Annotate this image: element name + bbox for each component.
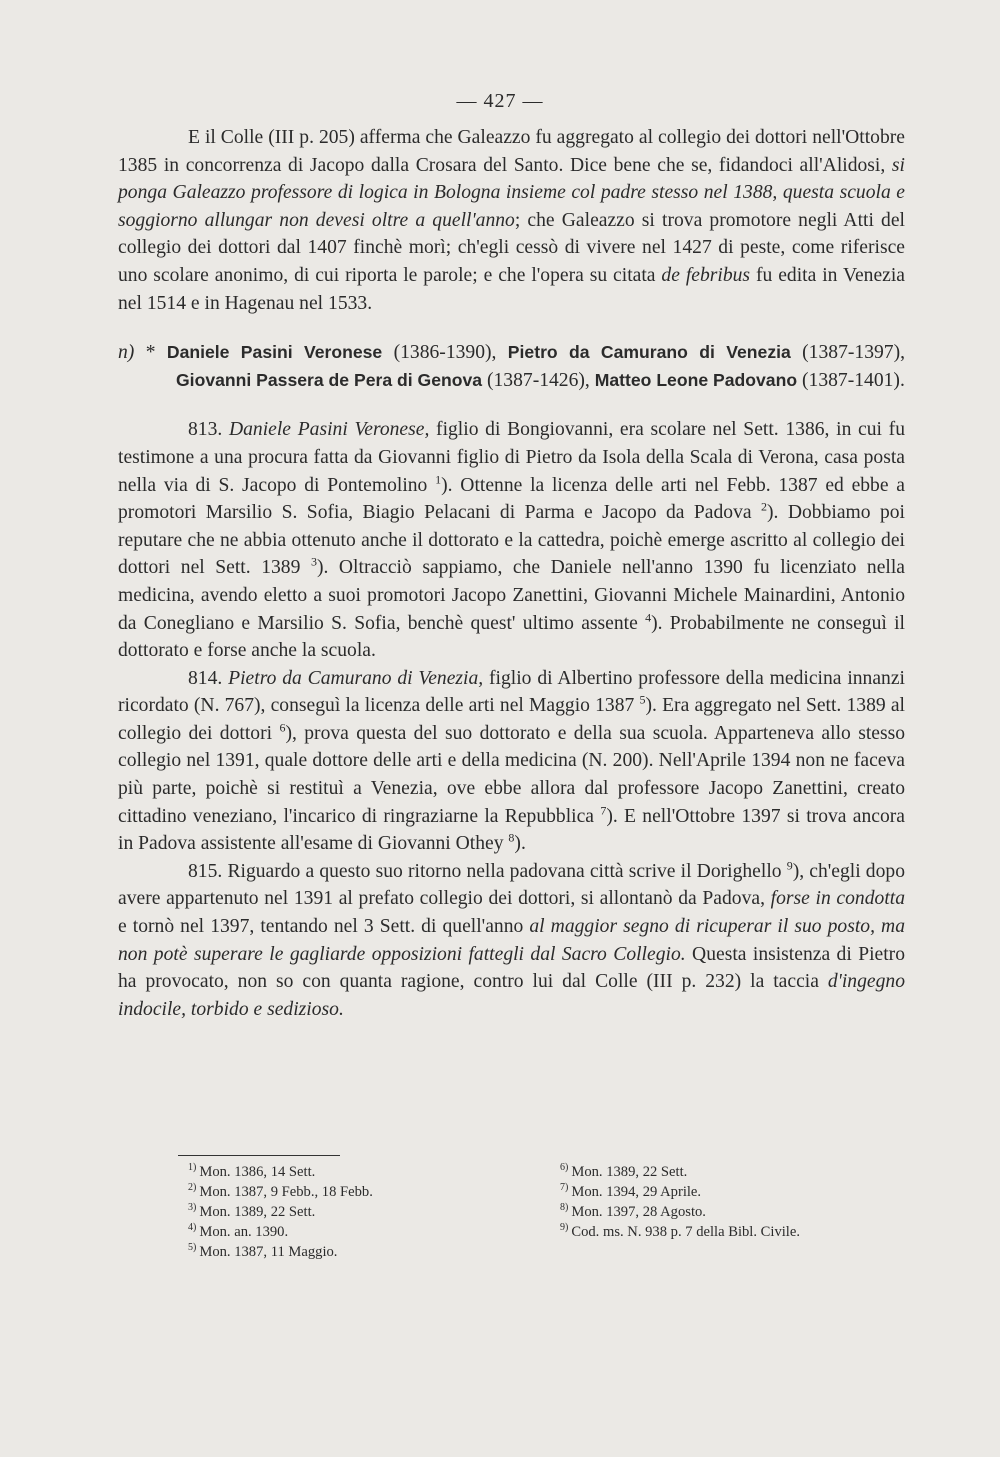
footnote-mark: 1) — [188, 1162, 197, 1174]
footnote-6 — [560, 1162, 800, 1182]
intro-paragraph — [118, 124, 905, 317]
footnote-ref-1[interactable]: 1 — [435, 472, 442, 486]
heading-dates-3: (1387-1426), — [482, 369, 595, 391]
footnotes-right-column — [560, 1162, 800, 1242]
heading-name-4: Matteo Leone Padovano — [594, 369, 798, 390]
p814-num: 814. — [188, 667, 229, 689]
paragraph-815: 815. Riguardo a questo suo ritorno nella padovana città scrive il Dorighello $^9$), ch'egli dopo avere appartenuto nel 1391 al prefato collegio dei dottori, si allontanò da Padova, forse in condotta e tornò nel 1397, tentando nel 3 Sett. di quell'anno al maggior segno di ricuperar il suo posto, ma non potè superare le gagliarde opposizioni fattegli dal Sacro Collegio. Questa insistenza di Pietro ha provocato, non so con quanta ragione, contro lui dal Colle (III p. 232) la taccia d'ingegno indocile, torbido e sedizioso. — [118, 858, 906, 1020]
footnote-mark: 7) — [560, 1182, 569, 1194]
intro-italic-a: si ponga Galeazzo professore di logica in Bologna insieme col padre stesso nel 1388, questa scuola e soggiorno allungar non devesi oltre a quell'anno — [118, 154, 905, 231]
footnote-ref-5[interactable]: 5 — [639, 692, 646, 707]
paragraph-813: 813. Daniele Pasini Veronese, figlio di Bongiovanni, era scolare nel Sett. 1386, in cui fu testimone a una procura fatta da Giovanni figlio di Pietro da Isola della Scala di Verona, casa posta nella via di S. Jacopo di Pontemolino $^1$). Ottenne la licenza delle arti nel Febb. 1387 ed ebbe a promotori Marsilio S. Sofia, Biagio Pelacani di Parma e Jacopo da Padova $^2$). Dobbiamo poi reputare che ne abbia ottenuto anche il dottorato e la cattedra, poichè emerge ascritto al collegio dei dottori nel Sett. 1389 $^3$). Oltracciò sappiamo, che Daniele nell'anno 1390 fu licenziato nella medicina, avendo eletto a suoi promotori Jacopo Zanettini, Giovanni Michele Mainardini, Antonio da Conegliano e Marsilio S. Sofia, benchè quest' ultimo assente $^4$). Probabilmente ne conseguì il dottorato e forse anche la scuola. — [118, 419, 906, 662]
footnote-ref-6[interactable]: 6 — [279, 720, 286, 735]
heading-name-1: Daniele Pasini Veronese — [166, 342, 383, 363]
footnote-2 — [188, 1182, 373, 1202]
intro-text-c: fu edita in Venezia nel 1514 e in Hagenau nel 1533. — [118, 264, 905, 314]
footnote-mark: 2) — [188, 1182, 197, 1194]
footnote-mark: 5) — [188, 1242, 197, 1254]
p814-text-e: . — [520, 833, 526, 855]
p814-text-d: . E nell'Ottobre 1397 si trova ancora in Padova assistente all'esame di Giovanni Othey — [118, 805, 905, 855]
p815-text-a: Riguardo a questo suo ritorno nella padovana città scrive il Dorighello — [227, 860, 787, 882]
heading-label: n) — [118, 342, 135, 364]
p815-italic-c: d'ingegno indocile, torbido e sedizioso. — [118, 971, 905, 1020]
page-number: — 427 — — [456, 90, 544, 112]
footnote-3 — [188, 1202, 373, 1222]
p813-text-e: . Probabilmente ne conseguì il dottorato e forse anche la scuola. — [118, 612, 906, 662]
footnote-text: Mon. 1386, 14 Sett. — [199, 1164, 316, 1180]
p814-text-b: . Era aggregato nel Sett. 1389 al collegio dei dottori — [118, 695, 905, 744]
p813-text-b: . Ottenne la licenza delle arti nel Febb. 1387 ed ebbe a promotori Marsilio S. Sofia, Biagio Pelacani di Parma e Jacopo da Padova — [118, 474, 905, 524]
p814-text-c: , prova questa del suo dottorato e della sua scuola. Apparteneva allo stesso collegio nel 1391, quale dottore delle arti e della medicina (N. 200). Nell'Aprile 1394 non ne faceva più parte, poichè si restituì a Venezia, ove ebbe allora dal professore Jacopo Zanettini, creato cittadino veneziano, l'incarico di ringraziarne la Repubblica — [118, 722, 906, 827]
section-heading-n — [118, 339, 905, 394]
p815-text-c: e tornò nel 1397, tentando nel 3 Sett. di quell'anno — [118, 916, 530, 938]
footnote-text: Mon. 1389, 22 Sett. — [571, 1164, 688, 1180]
footnote-ref-3[interactable]: 3 — [310, 554, 317, 569]
intro-text-a: E il Colle (III p. 205) afferma che Galeazzo fu aggregato al collegio dei dottori nell'Ottobre 1385 in concorrenza di Jacopo dalla Crosara del Santo. Dice bene che se, fidandoci all'Alidosi, — [118, 127, 905, 176]
footnote-text: Mon. 1394, 29 Aprile. — [571, 1184, 702, 1200]
footnote-text: Mon. 1387, 9 Febb., 18 Febb. — [199, 1184, 373, 1200]
footnote-mark: 3) — [188, 1202, 197, 1214]
footnote-text: Mon. an. 1390. — [199, 1224, 289, 1240]
footnote-mark: 8) — [560, 1202, 569, 1214]
footnote-7 — [560, 1182, 800, 1202]
footnote-ref-7[interactable]: 7 — [600, 803, 607, 818]
p813-text-a: figlio di Bongiovanni, era scolare nel Sett. 1386, in cui fu testimone a una procura fatta da Giovanni figlio di Pietro da Isola della Scala di Verona, casa posta nella via di S. Jacopo di Pontemolino — [118, 419, 905, 496]
paragraph-814: 814. Pietro da Camurano di Venezia, figlio di Albertino professore della medicina innanzi ricordato (N. 767), conseguì la licenza delle arti nel Maggio 1387 $^5$). Era aggregato nel Sett. 1389 al collegio dei dottori $^6$), prova questa del suo dottorato e della sua scuola. Apparteneva allo stesso collegio nel 1391, quale dottore delle arti e della medicina (N. 200). Nell'Aprile 1394 non ne faceva più parte, poichè si restituì a Venezia, ove ebbe allora dal professore Jacopo Zanettini, creato cittadino veneziano, l'incarico di ringraziarne la Repubblica $^7$). E nell'Ottobre 1397 si trova ancora in Padova assistente all'esame di Giovanni Othey $^8$). — [118, 667, 906, 855]
p813-text-c: . Dobbiamo poi reputare che ne abbia ottenuto anche il dottorato e la cattedra, poichè emerge ascritto al collegio dei dottori nel Sett. 1389 — [118, 502, 905, 579]
footnote-mark: 4) — [188, 1222, 197, 1234]
p815-italic-a: forse in condotta — [770, 888, 905, 910]
heading-name-3: Giovanni Passera de Pera di Genova — [176, 369, 483, 390]
footnote-mark: 6) — [560, 1162, 569, 1174]
footnote-text: Cod. ms. N. 938 p. 7 della Bibl. Civile. — [571, 1224, 800, 1240]
footnote-1 — [188, 1162, 373, 1182]
heading-dates-1: (1386-1390), — [382, 342, 508, 364]
footnote-5 — [188, 1242, 373, 1262]
footnote-ref-9[interactable]: 9 — [786, 858, 793, 873]
footnote-8 — [560, 1202, 800, 1222]
p813-num: 813. — [188, 419, 229, 441]
heading-dates-2: (1387-1397), — [790, 342, 906, 364]
footnote-ref-2[interactable]: 2 — [760, 499, 767, 514]
p815-num: 815. — [188, 860, 228, 882]
footnote-ref-8[interactable]: 8 — [508, 830, 515, 845]
footnotes-left-column — [188, 1162, 373, 1262]
intro-italic-b: de febribus — [661, 264, 751, 286]
footnote-divider — [178, 1155, 340, 1156]
footnote-9 — [560, 1222, 800, 1242]
footnote-text: Mon. 1397, 28 Agosto. — [571, 1204, 706, 1220]
heading-star: * — [134, 342, 167, 364]
p813-italic: Daniele Pasini Veronese, — [228, 419, 430, 441]
footnote-4 — [188, 1222, 373, 1242]
p813-text-d: . Oltracciò sappiamo, che Daniele nell'anno 1390 fu licenziato nella medicina, avendo eletto a suoi promotori Jacopo Zanettini, Giovanni Michele Mainardini, Antonio da Conegliano e Marsilio S. Sofia, benchè quest' ultimo assente — [118, 557, 905, 634]
footnote-ref-4[interactable]: 4 — [645, 609, 652, 624]
heading-name-2: Pietro da Camurano di Venezia — [507, 342, 791, 363]
p814-italic: Pietro da Camurano di Venezia, — [228, 667, 484, 689]
footnote-text: Mon. 1387, 11 Maggio. — [199, 1244, 338, 1260]
p815-text-b: , ch'egli dopo avere appartenuto nel 1391 al prefato collegio dei dottori, si allontanò da Padova, — [118, 860, 905, 910]
footnote-mark: 9) — [560, 1222, 569, 1234]
p815-text-d: Questa insistenza di Pietro ha provocato, non so con quanta ragione, contro lui dal Colle (III p. 232) la taccia — [118, 943, 906, 993]
p815-italic-b: al maggior segno di ricuperar il suo posto, ma non potè superare le gagliarde opposizioni fattegli dal Sacro Collegio. — [118, 916, 905, 965]
heading-dates-4: (1387-1401). — [797, 369, 905, 391]
intro-text-b: ; che Galeazzo si trova promotore negli Atti del collegio dei dottori dal 1407 finchè morì; ch'egli cessò di vivere nel 1427 di peste, come riferisce uno scolare anonimo, di cui riporta le parole; e che l'opera su citata — [118, 209, 905, 286]
main-text — [118, 124, 905, 1023]
footnote-text: Mon. 1389, 22 Sett. — [199, 1204, 316, 1220]
p814-text-a: figlio di Albertino professore della medicina innanzi ricordato (N. 767), conseguì la licenza delle arti nel Maggio 1387 — [118, 667, 905, 717]
